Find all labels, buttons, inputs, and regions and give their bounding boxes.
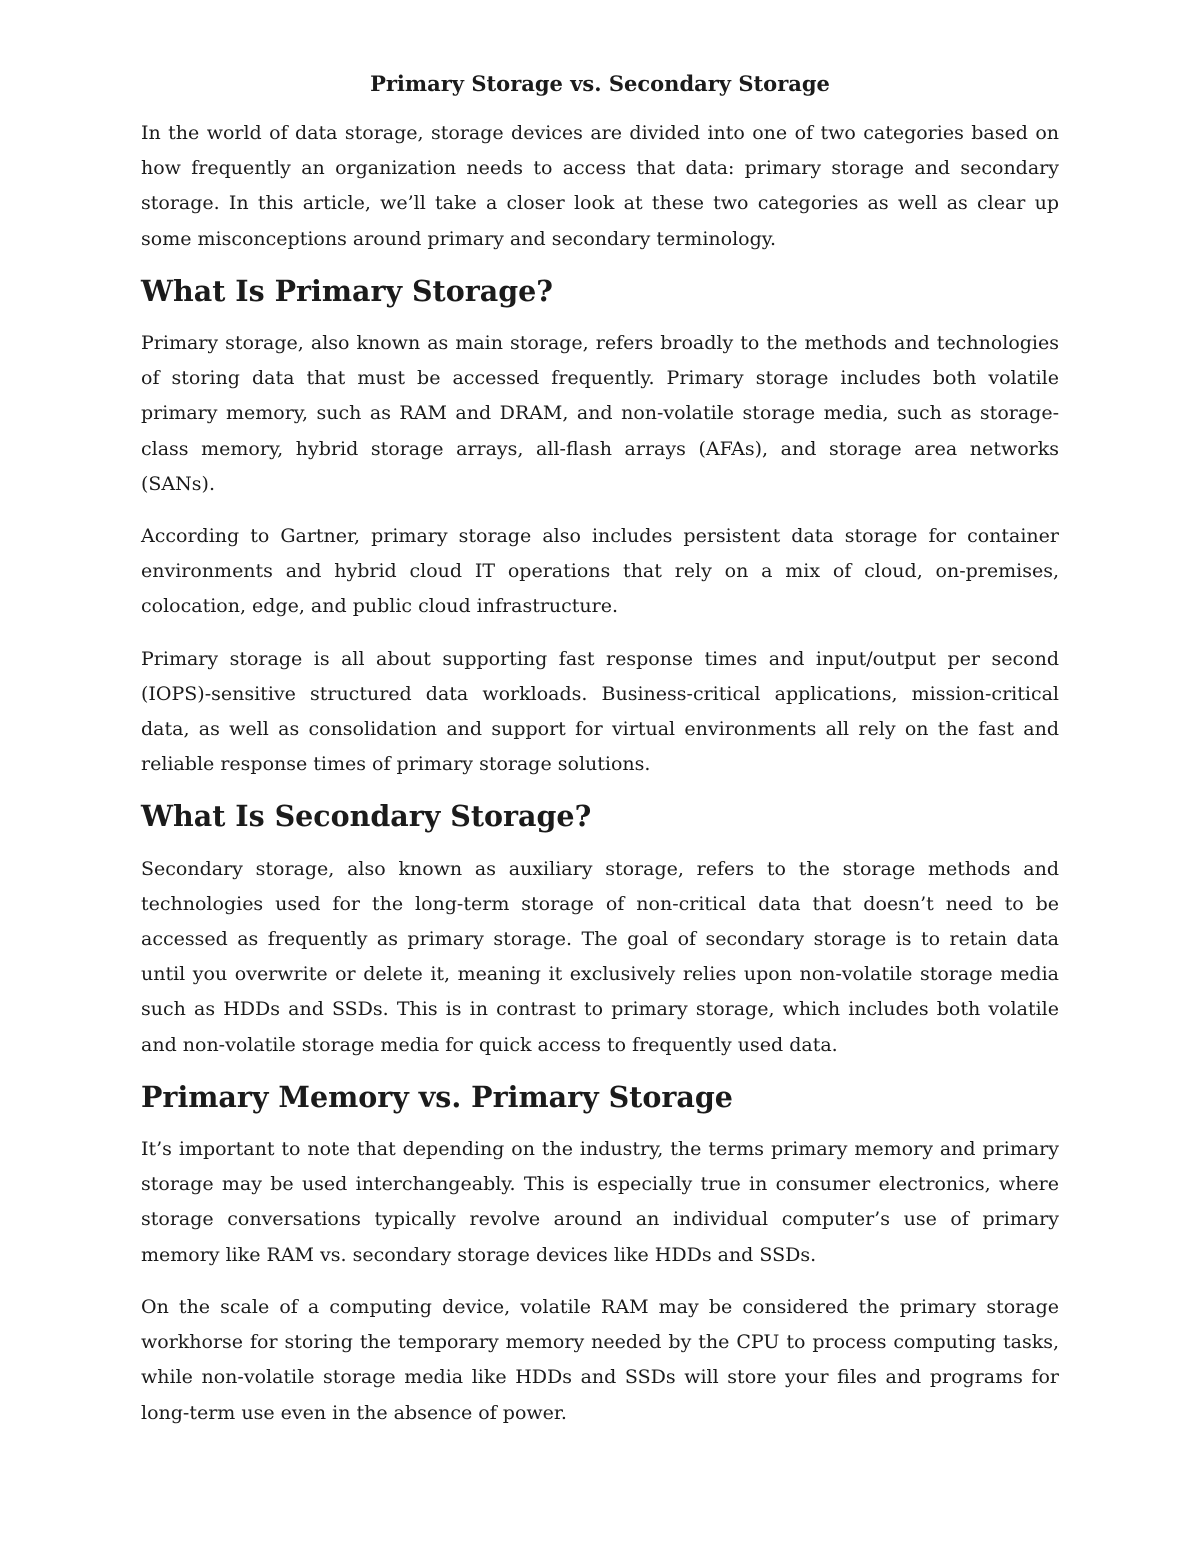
paragraph-gartner: According to Gartner, primary storage also includes persistent data storage for container environments and hybrid cloud IT operations that rely on a mix of cloud, on-premises, colocation, edge, and public cloud infrastructure. (141, 525, 1059, 618)
heading-what-is-secondary-storage: What Is Secondary Storage? (141, 799, 592, 834)
paragraph-computing-device: On the scale of a computing device, volatile RAM may be considered the primary storage workhorse for storing the temporary memory needed by the CPU to process computing tasks, while non-volatile storage media like HDDs and SSDs will store your files and programs for long-term use even in the absence of power. (141, 1295, 1059, 1424)
section-primary-memory (141, 1080, 1059, 1431)
paragraph-intro: In the world of data storage, storage devices are divided into one of two categories based on how frequently an organization needs to access that data: primary storage and secondary storage. In this article, we’ll take a closer look at these two categories as well as clear up some misconceptions around primary and secondary terminology. (141, 122, 1059, 250)
heading-what-is-primary-storage: What Is Primary Storage? (141, 273, 553, 308)
section-primary-storage (141, 274, 1059, 783)
document-title: Primary Storage vs. Secondary Storage (370, 71, 830, 96)
heading-primary-memory-vs-storage: Primary Memory vs. Primary Storage (141, 1079, 733, 1114)
paragraph-secondary-definition: Secondary storage, also known as auxiliary storage, refers to the storage methods and technologies used for the long-term storage of non-critical data that doesn’t need to be accessed as frequently as primary storage. The goal of secondary storage is to retain data until you overwrite or delete it, meaning it exclusively relies upon non-volatile storage media such as HDDs and SSDs. This is in contrast to primary storage, which includes both volatile and non-volatile storage media for quick access to frequently used data. (141, 857, 1059, 1056)
paragraph-primary-definition: Primary storage, also known as main storage, refers broadly to the methods and technologies of storing data that must be accessed frequently. Primary storage includes both volatile primary memory, such as RAM and DRAM, and non-volatile storage media, such as storage-class memory, hybrid storage arrays, all-flash arrays (AFAs), and storage area networks (SANs). (141, 332, 1059, 495)
paragraph-iops: Primary storage is all about supporting fast response times and input/output per second (IOPS)-sensitive structured data workloads. Business-critical applications, mission-critical data, as well as consolidation and support for virtual environments all rely on the fast and reliable response times of primary storage solutions. (141, 647, 1059, 776)
document-page (141, 62, 1059, 1448)
paragraph-interchangeable-terms: It’s important to note that depending on the industry, the terms primary memory and primary storage may be used interchangeably. This is especially true in consumer electronics, where storage conversations typically revolve around an individual computer’s use of primary memory like RAM vs. secondary storage devices like HDDs and SSDs. (141, 1138, 1059, 1266)
section-secondary-storage (141, 799, 1059, 1062)
section-introduction (141, 116, 1059, 257)
